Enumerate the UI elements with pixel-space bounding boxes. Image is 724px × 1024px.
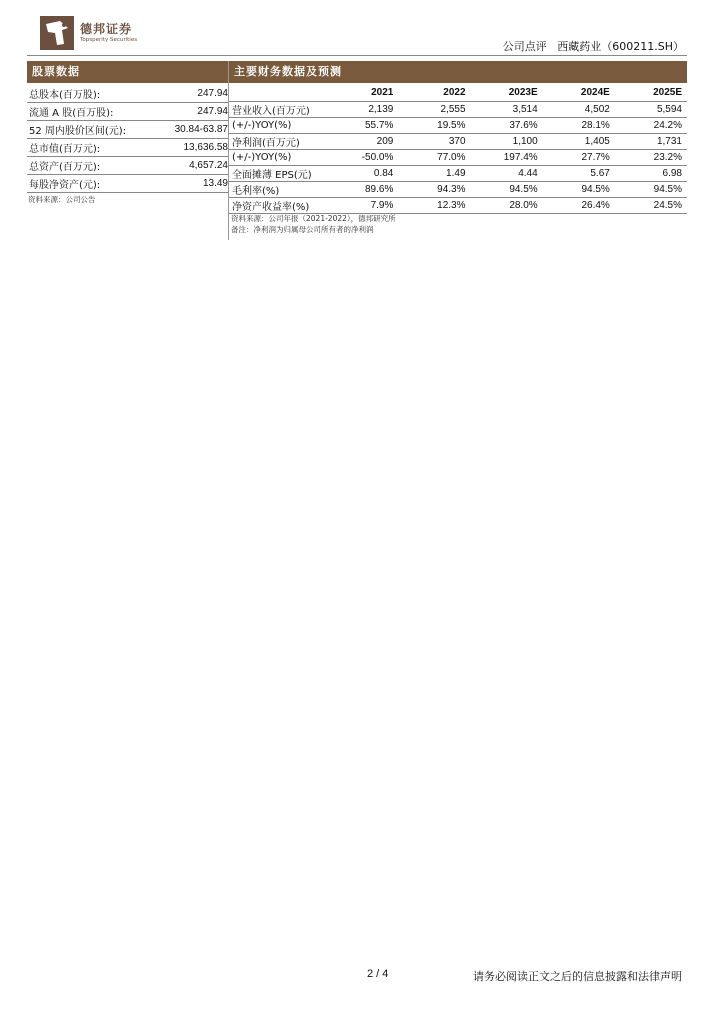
brand-mark-icon — [40, 16, 74, 50]
financials-row — [229, 197, 687, 213]
cell-value: 24.2% — [615, 117, 687, 133]
stock-data-label: 流通 A 股(百万股): — [29, 108, 114, 119]
cell-value: 94.5% — [615, 181, 687, 197]
cell-value: 370 — [398, 133, 470, 149]
cell-value: 89.6% — [326, 181, 398, 197]
cell-value: 94.5% — [471, 181, 543, 197]
row-label: 毛利率(%) — [229, 181, 326, 197]
stock-data-value: 4,657.24 — [189, 160, 228, 171]
stock-data-value: 247.94 — [197, 106, 228, 117]
brand-name-cn: 德邦证券 — [80, 22, 133, 36]
stock-data-label: 总资产(百万元): — [29, 162, 101, 173]
cell-value: 2,139 — [326, 101, 398, 117]
brand-name-en: Topsperity Securities — [80, 37, 138, 43]
stock-data-title: 股票数据 — [27, 61, 228, 83]
cell-value: 0.84 — [326, 165, 398, 181]
financials-title: 主要财务数据及预测 — [229, 61, 687, 83]
cell-value: 4,502 — [543, 101, 615, 117]
year-header: 2023E — [471, 85, 543, 101]
cell-value: 28.1% — [543, 117, 615, 133]
financials-header-row — [229, 85, 687, 101]
page-number: 2 / 4 — [367, 968, 389, 980]
cell-value: 19.5% — [398, 117, 470, 133]
stock-data-label: 总市值(百万元): — [29, 144, 101, 155]
cell-value: 94.5% — [543, 181, 615, 197]
cell-value: 1,100 — [471, 133, 543, 149]
cell-value: 55.7% — [326, 117, 398, 133]
stock-data-label: 52 周内股价区间(元): — [29, 126, 127, 137]
financials-row — [229, 181, 687, 197]
stock-data-label: 每股净资产(元): — [29, 180, 101, 191]
cell-value: 1.49 — [398, 165, 470, 181]
row-label: 全面摊薄 EPS(元) — [229, 165, 326, 181]
financials-notes — [231, 213, 396, 235]
stock-data-table — [27, 85, 228, 193]
cell-value: 23.2% — [615, 149, 687, 165]
cell-value: 12.3% — [398, 197, 470, 213]
doc-type: 公司点评 — [502, 40, 547, 53]
cell-value: 209 — [326, 133, 398, 149]
legal-disclaimer: 请务必阅读正文之后的信息披露和法律声明 — [473, 970, 682, 983]
year-header: 2024E — [543, 85, 615, 101]
stock-data-row — [27, 139, 228, 157]
financials-row — [229, 101, 687, 117]
stock-data-row — [27, 103, 228, 121]
financials-note: 备注：净利润为归属母公司所有者的净利润 — [231, 225, 374, 234]
row-label: 营业收入(百万元) — [229, 101, 326, 117]
stock-data-row — [27, 85, 228, 103]
company-logo — [40, 16, 150, 50]
cell-value: -50.0% — [326, 149, 398, 165]
cell-value: 6.98 — [615, 165, 687, 181]
cell-value: 1,405 — [543, 133, 615, 149]
stock-data-value: 247.94 — [197, 88, 228, 99]
stock-data-value: 13.49 — [202, 178, 228, 189]
year-header: 2025E — [615, 85, 687, 101]
financials-row — [229, 117, 687, 133]
stock-data-row — [27, 157, 228, 175]
stock-data-row — [27, 175, 228, 193]
stock-data-source: 资料来源：公司公告 — [28, 195, 96, 204]
cell-value: 3,514 — [471, 101, 543, 117]
financials-row — [229, 149, 687, 165]
cell-value: 26.4% — [543, 197, 615, 213]
year-header: 2022 — [398, 85, 470, 101]
cell-value: 28.0% — [471, 197, 543, 213]
financials-source: 资料来源：公司年报（2021-2022），德邦研究所 — [231, 214, 396, 223]
financials-row — [229, 133, 687, 149]
header-divider — [27, 55, 687, 56]
company-name: 西藏药业 — [557, 40, 602, 53]
row-label: 净资产收益率(%) — [229, 197, 326, 213]
cell-value: 94.3% — [398, 181, 470, 197]
financials-corner-cell — [229, 85, 326, 101]
cell-value: 1,731 — [615, 133, 687, 149]
ticker: （600211.SH） — [601, 40, 684, 53]
stock-data-label: 总股本(百万股): — [29, 90, 101, 101]
cell-value: 37.6% — [471, 117, 543, 133]
stock-data-value: 13,636.58 — [183, 142, 228, 153]
stock-data-value: 30.84-63.87 — [174, 124, 228, 135]
stock-data-row — [27, 121, 228, 139]
cell-value: 5.67 — [543, 165, 615, 181]
cell-value: 7.9% — [326, 197, 398, 213]
cell-value: 2,555 — [398, 101, 470, 117]
financials-row — [229, 165, 687, 181]
row-label: (+/-)YOY(%) — [229, 117, 326, 133]
cell-value: 27.7% — [543, 149, 615, 165]
year-header: 2021 — [326, 85, 398, 101]
cell-value: 24.5% — [615, 197, 687, 213]
cell-value: 77.0% — [398, 149, 470, 165]
row-label: (+/-)YOY(%) — [229, 149, 326, 165]
row-label: 净利润(百万元) — [229, 133, 326, 149]
report-header — [503, 38, 684, 54]
cell-value: 5,594 — [615, 101, 687, 117]
cell-value: 4.44 — [471, 165, 543, 181]
cell-value: 197.4% — [471, 149, 543, 165]
financials-table — [229, 85, 687, 214]
